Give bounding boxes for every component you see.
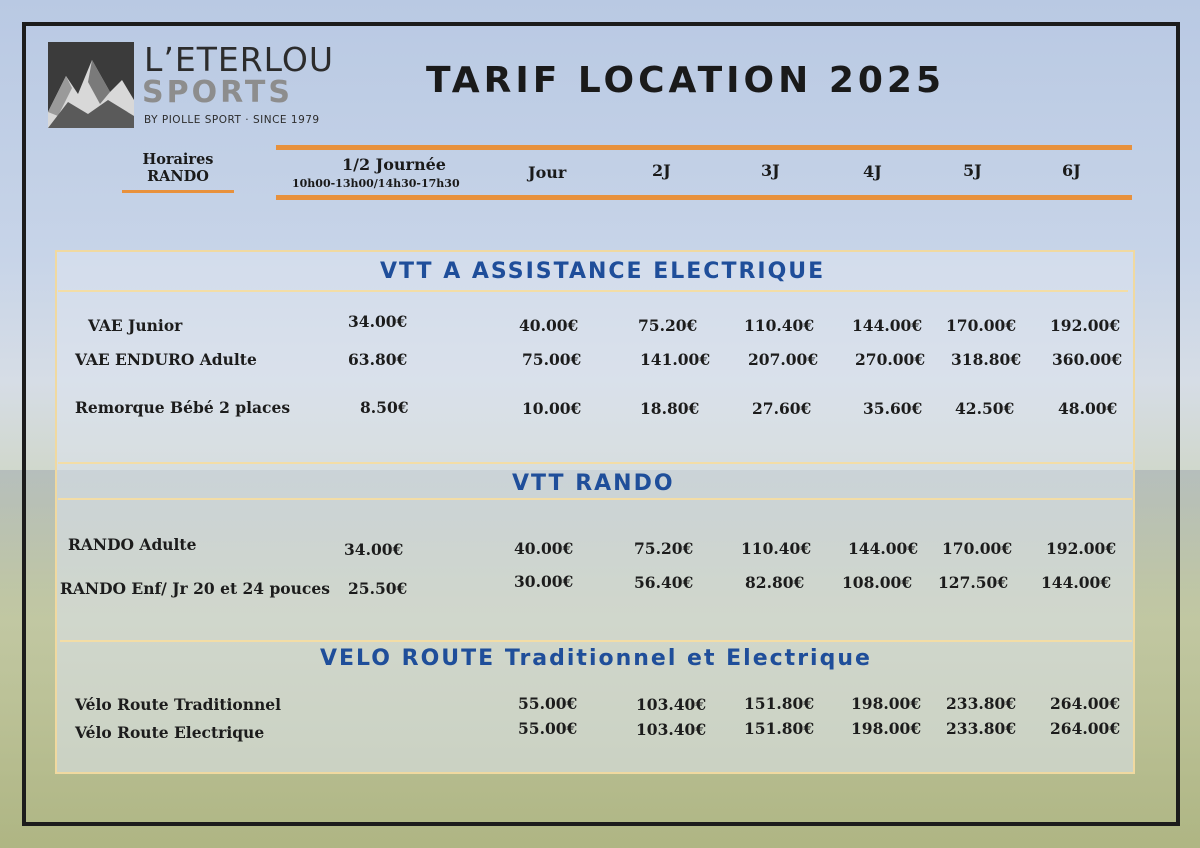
price-3j: 207.00€: [748, 350, 819, 369]
price-3j: 27.60€: [752, 399, 812, 418]
brand-logo: [48, 42, 368, 132]
price-day: 40.00€: [519, 316, 579, 335]
price-4j: 198.00€: [851, 694, 922, 713]
price-4j: 35.60€: [863, 399, 923, 418]
hours-label-box: [122, 147, 234, 193]
price-3j: 151.80€: [744, 694, 815, 713]
col-header-3j: 3J: [761, 161, 780, 180]
price-2j: 18.80€: [640, 399, 700, 418]
brand-name-line1: L’ETERLOU: [144, 40, 335, 79]
price-5j: 170.00€: [942, 539, 1013, 558]
price-2j: 103.40€: [636, 695, 707, 714]
section-rule: [58, 290, 1128, 292]
col-header-half-day: 1/2 Journée: [342, 155, 446, 174]
price-4j: 198.00€: [851, 719, 922, 738]
page-title: TARIF LOCATION 2025: [426, 60, 946, 101]
price-day: 55.00€: [518, 719, 578, 738]
price-4j: 144.00€: [848, 539, 919, 558]
price-half-day: 34.00€: [348, 312, 408, 331]
price-2j: 75.20€: [634, 539, 694, 558]
price-day: 30.00€: [514, 572, 574, 591]
price-6j: 264.00€: [1050, 719, 1121, 738]
price-day: 10.00€: [522, 399, 582, 418]
price-3j: 82.80€: [745, 573, 805, 592]
section-title-rando: VTT RANDO: [512, 471, 675, 496]
row-name: VAE Junior: [88, 316, 183, 335]
price-half-day: 34.00€: [344, 540, 404, 559]
price-4j: 270.00€: [855, 350, 926, 369]
price-5j: 170.00€: [946, 316, 1017, 335]
brand-tagline: BY PIOLLE SPORT · SINCE 1979: [144, 114, 320, 126]
hours-underline: [122, 190, 234, 193]
price-5j: 127.50€: [938, 573, 1009, 592]
price-half-day: 25.50€: [348, 579, 408, 598]
price-5j: 233.80€: [946, 694, 1017, 713]
mountain-logo-icon: [48, 42, 134, 128]
section-title-vae: VTT A ASSISTANCE ELECTRIQUE: [380, 259, 826, 284]
price-3j: 151.80€: [744, 719, 815, 738]
col-header-day: Jour: [528, 163, 567, 182]
price-4j: 108.00€: [842, 573, 913, 592]
price-day: 75.00€: [522, 350, 582, 369]
brand-name-line2: SPORTS: [142, 75, 293, 110]
price-3j: 110.40€: [741, 539, 812, 558]
col-header-5j: 5J: [963, 161, 982, 180]
col-header-2j: 2J: [652, 161, 671, 180]
price-5j: 233.80€: [946, 719, 1017, 738]
price-2j: 75.20€: [638, 316, 698, 335]
section-rule: [60, 640, 1132, 642]
price-day: 55.00€: [518, 694, 578, 713]
row-name: Vélo Route Traditionnel: [75, 695, 282, 714]
section-title-route: VELO ROUTE Traditionnel et Electrique: [320, 646, 872, 671]
col-header-4j: 4J: [863, 162, 882, 181]
row-name: Remorque Bébé 2 places: [75, 398, 291, 417]
row-name: RANDO Adulte: [68, 535, 197, 554]
price-2j: 56.40€: [634, 573, 694, 592]
price-day: 40.00€: [514, 539, 574, 558]
row-name: VAE ENDURO Adulte: [75, 350, 257, 369]
price-6j: 264.00€: [1050, 694, 1121, 713]
price-2j: 103.40€: [636, 720, 707, 739]
price-6j: 192.00€: [1050, 316, 1121, 335]
price-3j: 110.40€: [744, 316, 815, 335]
header-top-rule: [276, 145, 1132, 150]
hours-label-line1: Horaires: [142, 151, 214, 168]
header-bottom-rule: [276, 195, 1132, 200]
price-5j: 318.80€: [951, 350, 1022, 369]
col-header-6j: 6J: [1062, 161, 1081, 180]
hours-label-line2: RANDO: [147, 168, 209, 185]
row-name: Vélo Route Electrique: [75, 723, 265, 742]
price-6j: 192.00€: [1046, 539, 1117, 558]
price-2j: 141.00€: [640, 350, 711, 369]
row-name: RANDO Enf/ Jr 20 et 24 pouces: [60, 579, 330, 598]
price-6j: 48.00€: [1058, 399, 1118, 418]
price-half-day: 63.80€: [348, 350, 408, 369]
price-half-day: 8.50€: [360, 398, 409, 417]
col-header-half-day-hours: 10h00-13h00/14h30-17h30: [292, 177, 460, 190]
price-4j: 144.00€: [852, 316, 923, 335]
section-rule: [58, 462, 1132, 464]
price-5j: 42.50€: [955, 399, 1015, 418]
price-6j: 360.00€: [1052, 350, 1123, 369]
price-6j: 144.00€: [1041, 573, 1112, 592]
section-rule: [58, 498, 1132, 500]
